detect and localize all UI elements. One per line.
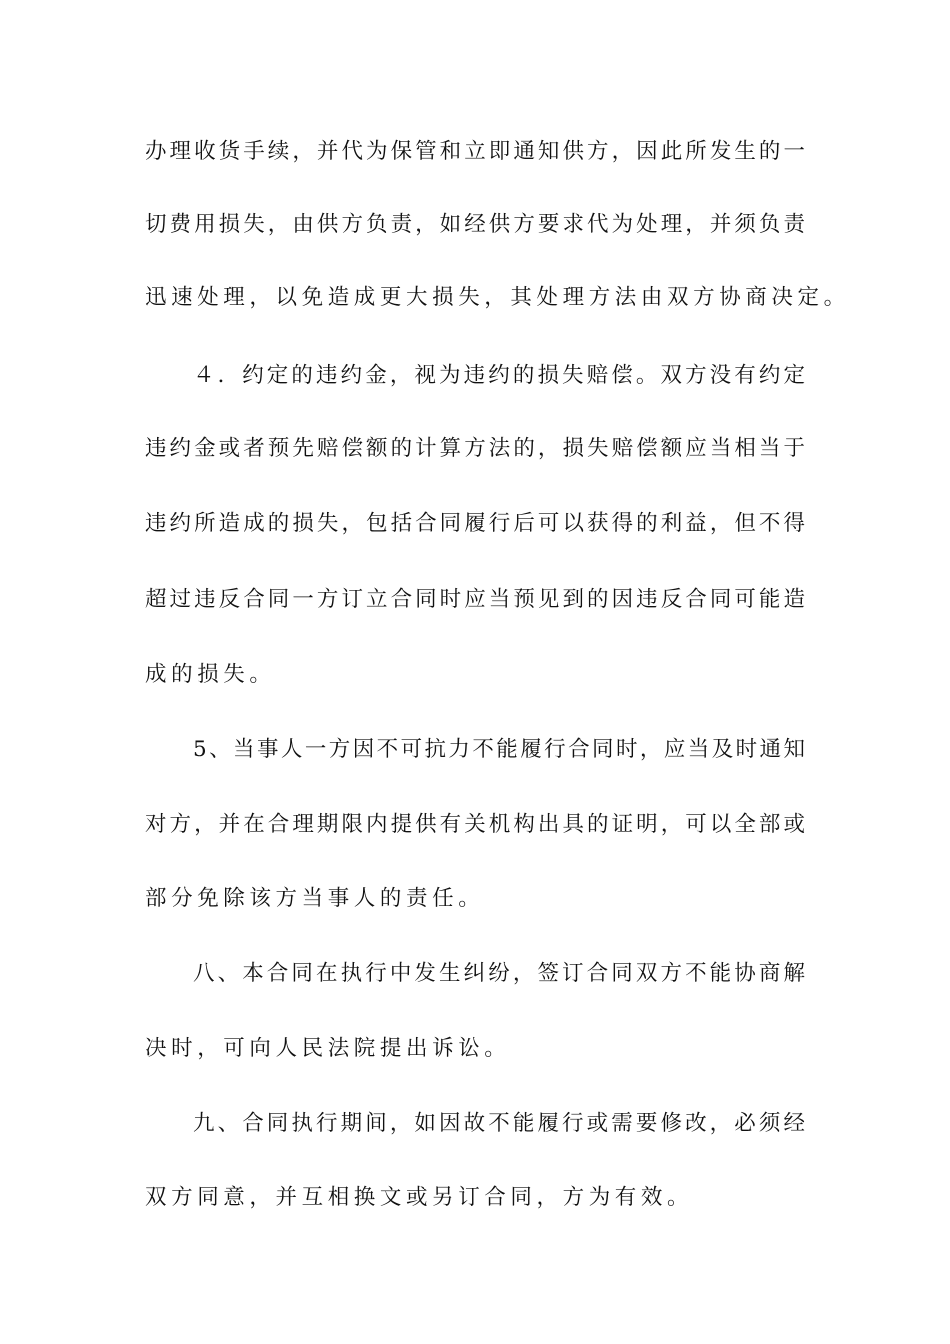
text-line: 办理收货手续，并代为保管和立即通知供方，因此所发生的一 <box>145 139 805 164</box>
text-line: 决时，可向人民法院提出诉讼。 <box>145 1036 511 1061</box>
text-line: 迅速处理，以免造成更大损失，其处理方法由双方协商决定。 <box>145 285 850 310</box>
text-line: 对方，并在合理期限内提供有关机构出具的证明，可以全部或 <box>145 812 805 837</box>
text-line: 违约金或者预先赔偿额的计算方法的，损失赔偿额应当相当于 <box>145 436 805 461</box>
text-line: 违约所造成的损失，包括合同履行后可以获得的利益，但不得 <box>145 511 805 536</box>
text-line: 超过违反合同一方订立合同时应当预见到的因违反合同可能造 <box>145 587 805 612</box>
text-line: 5、当事人一方因不可抗力不能履行合同时，应当及时通知 <box>193 737 805 762</box>
text-line: 部分免除该方当事人的责任。 <box>145 886 485 911</box>
text-line: 成的损失。 <box>145 662 276 687</box>
text-line: 切费用损失，由供方负责，如经供方要求代为处理，并须负责 <box>145 212 805 237</box>
text-line: 双方同意，并互相换文或另订合同，方为有效。 <box>145 1185 694 1210</box>
text-line: 九、合同执行期间，如因故不能履行或需要修改，必须经 <box>193 1111 805 1136</box>
text-line: 八、本合同在执行中发生纠纷，签订合同双方不能协商解 <box>193 961 805 986</box>
text-line: ４．约定的违约金，视为违约的损失赔偿。双方没有约定 <box>193 363 805 388</box>
